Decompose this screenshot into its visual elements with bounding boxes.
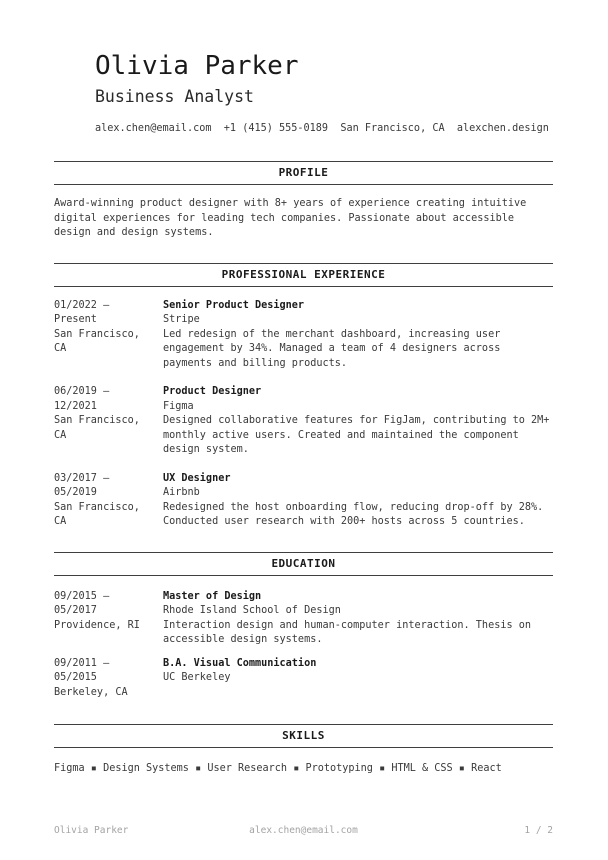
entry-right-column bbox=[163, 472, 553, 530]
entry-company: Stripe bbox=[163, 314, 200, 325]
entry-school: Rhode Island School of Design bbox=[163, 605, 341, 616]
resume-header bbox=[95, 50, 553, 135]
entry-title: Master of Design bbox=[163, 590, 262, 602]
footer-page-indicator: 1 / 2 bbox=[524, 825, 553, 836]
job-title: Business Analyst bbox=[95, 87, 254, 106]
section-heading-education: EDUCATION bbox=[54, 552, 553, 576]
entry-dates: 06/2019 – 12/2021 bbox=[54, 386, 110, 412]
entry-right-column bbox=[163, 299, 553, 372]
entry-title: Senior Product Designer bbox=[163, 299, 305, 311]
entry-dates: 03/2017 – 05/2019 bbox=[54, 472, 110, 498]
entry-location: Berkeley, CA bbox=[54, 686, 128, 698]
footer-name: Olivia Parker bbox=[54, 825, 129, 836]
entry-left-column bbox=[54, 590, 154, 648]
skills-list: Figma ▪ Design Systems ▪ User Research ▪ Prototyping ▪ HTML & CSS ▪ React bbox=[54, 763, 502, 774]
experience-entry bbox=[54, 385, 553, 458]
entry-left-column bbox=[54, 657, 154, 701]
entry-left-column bbox=[54, 299, 154, 372]
entry-right-column bbox=[163, 657, 553, 701]
section-heading-experience: PROFESSIONAL EXPERIENCE bbox=[54, 263, 553, 287]
entry-title: B.A. Visual Communication bbox=[163, 657, 317, 669]
entry-description: Interaction design and human-computer interaction. Thesis on accessible design systems. bbox=[163, 619, 532, 645]
resume-content bbox=[0, 50, 608, 777]
entry-company: Figma bbox=[163, 400, 194, 412]
entry-company: Airbnb bbox=[163, 487, 200, 498]
entry-dates: 01/2022 – Present bbox=[54, 299, 110, 325]
entry-dates: 09/2011 – 05/2015 bbox=[54, 657, 110, 683]
profile-text: Award-winning product designer with 8+ years of experience creating intuitive digital experiences for leading tech companies. Passionate about accessible design and design systems. bbox=[54, 198, 527, 238]
entry-location: San Francisco, CA bbox=[54, 501, 140, 527]
footer-email: alex.chen@email.com bbox=[249, 825, 358, 836]
entry-school: UC Berkeley bbox=[163, 672, 231, 683]
page-footer bbox=[54, 824, 553, 837]
contact-line: alex.chen@email.com +1 (415) 555-0189 San Francisco, CA alexchen.design bbox=[95, 123, 549, 134]
entry-description: Redesigned the host onboarding flow, reducing drop-off by 28%. Conducted user research with 200+ hosts across 5 countries. bbox=[163, 501, 544, 527]
entry-right-column bbox=[163, 590, 553, 648]
entry-location: Providence, RI bbox=[54, 619, 140, 631]
entry-description: Led redesign of the merchant dashboard, increasing user engagement by 34%. Managed a team of 4 designers across payments and billing products. bbox=[163, 328, 501, 369]
entry-title: Product Designer bbox=[163, 386, 262, 397]
experience-entry bbox=[54, 472, 553, 530]
entry-title: UX Designer bbox=[163, 472, 231, 484]
experience-entry bbox=[54, 299, 553, 372]
entry-location: San Francisco, CA bbox=[54, 328, 140, 354]
entry-location: San Francisco, CA bbox=[54, 415, 140, 441]
education-entry bbox=[54, 657, 553, 701]
entry-description: Designed collaborative features for FigJam, contributing to 2M+ monthly active users. Created and maintained the component design system. bbox=[163, 415, 550, 455]
education-entry bbox=[54, 590, 553, 648]
entry-dates: 09/2015 – 05/2017 bbox=[54, 590, 110, 616]
entry-left-column bbox=[54, 472, 154, 530]
section-heading-profile: PROFILE bbox=[54, 161, 553, 185]
section-heading-skills: SKILLS bbox=[54, 724, 553, 748]
entry-left-column bbox=[54, 385, 154, 458]
entry-right-column bbox=[163, 385, 553, 458]
person-name: Olivia Parker bbox=[95, 51, 299, 81]
